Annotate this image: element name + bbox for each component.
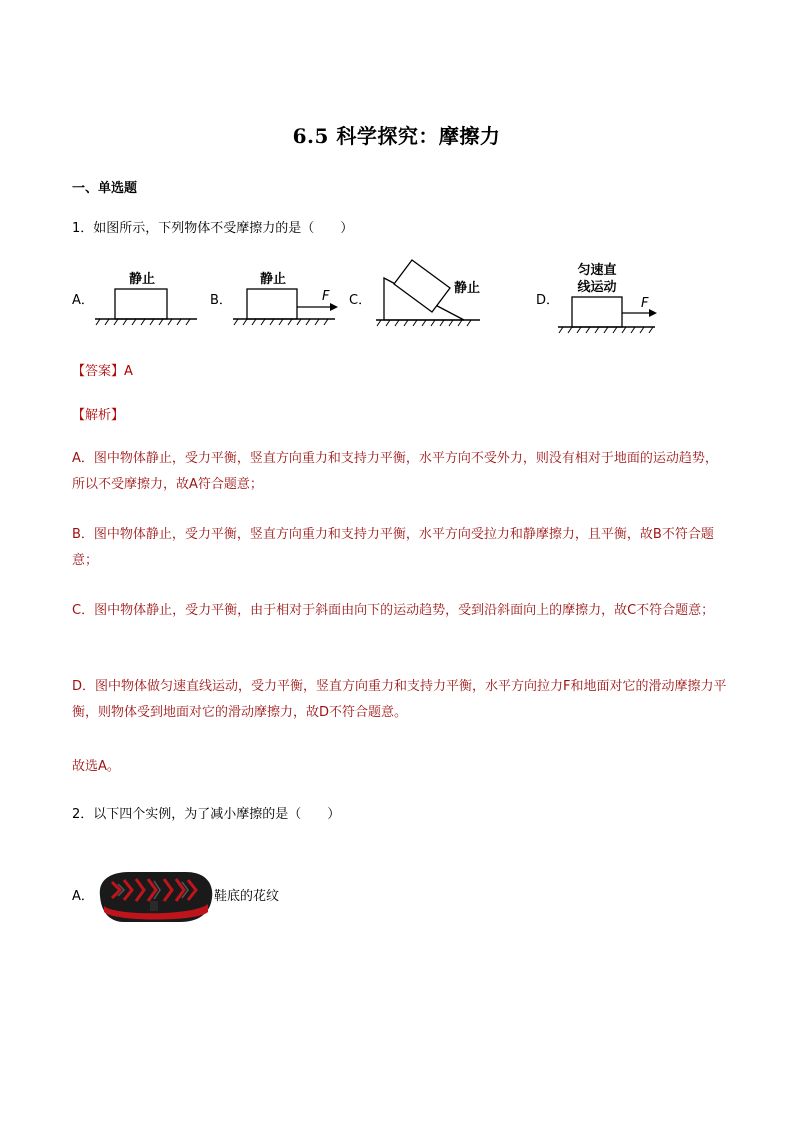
option-a-diagram [92,262,202,328]
arrow-head-icon [330,303,338,311]
force-label: F [641,296,649,311]
analysis-d: D．图中物体做匀速直线运动，受力平衡，竖直方向重力和支持力平衡，水平方向拉力F和地面对它的滑动摩擦力平衡，则物体受到地面对它的滑动摩擦力，故D不符合题意。 [72,679,727,720]
option-c-state: 静止 [454,281,481,296]
ground-hatching [96,319,190,325]
option-d-state-line1: 匀速直 [577,263,617,278]
page-title: 6.5 科学探究：摩擦力 [292,124,501,148]
shoe-sole-image [94,866,216,926]
option-a-state: 静止 [128,272,156,287]
option-d-state-line2: 线运动 [577,280,617,295]
option-b-diagram [230,262,345,328]
ground-hatching [377,320,471,326]
option-b-label: B． [210,293,232,308]
section-heading: 一、单选题 [72,181,138,196]
question-1-stem: 1．如图所示，下列物体不受摩擦力的是（ ） [72,221,354,236]
analysis-c: C．图中物体静止，受力平衡，由于相对于斜面由向下的运动趋势，受到沿斜面向上的摩擦力，故C不符合题意； [72,603,715,618]
block [394,260,450,312]
option-d-label: D． [536,293,560,308]
option-c-label: C． [349,293,372,308]
answer-line [72,360,133,379]
answer-label: 【答案】 [72,364,125,379]
analysis-label: 【解析】 [72,408,125,423]
option-d-diagram [555,258,665,338]
block [247,289,297,319]
force-label: F [322,289,330,304]
analysis-b: B．图中物体静止，受力平衡，竖直方向重力和支持力平衡，水平方向受拉力和静摩擦力，且平衡，故B不符合题意； [72,527,714,568]
q2-option-a-text: 鞋底的花纹 [214,889,280,904]
q2-option-a-label: A． [72,889,94,904]
ground-hatching [234,319,328,325]
analysis-a: A．图中物体静止，受力平衡，竖直方向重力和支持力平衡，水平方向不受外力，则没有相对于地面的运动趋势，所以不受摩擦力，故A符合题意； [72,451,718,492]
arrow-head-icon [649,309,657,317]
option-a-label: A． [72,293,94,308]
option-c-diagram [372,258,487,328]
block [572,297,622,327]
block [115,289,167,319]
conclusion: 故选A。 [72,759,120,774]
question-2-stem: 2．以下四个实例，为了减小摩擦的是（ ） [72,807,341,822]
ground-hatching [559,327,653,333]
option-b-state: 静止 [259,272,287,287]
answer-value: A [124,364,133,379]
